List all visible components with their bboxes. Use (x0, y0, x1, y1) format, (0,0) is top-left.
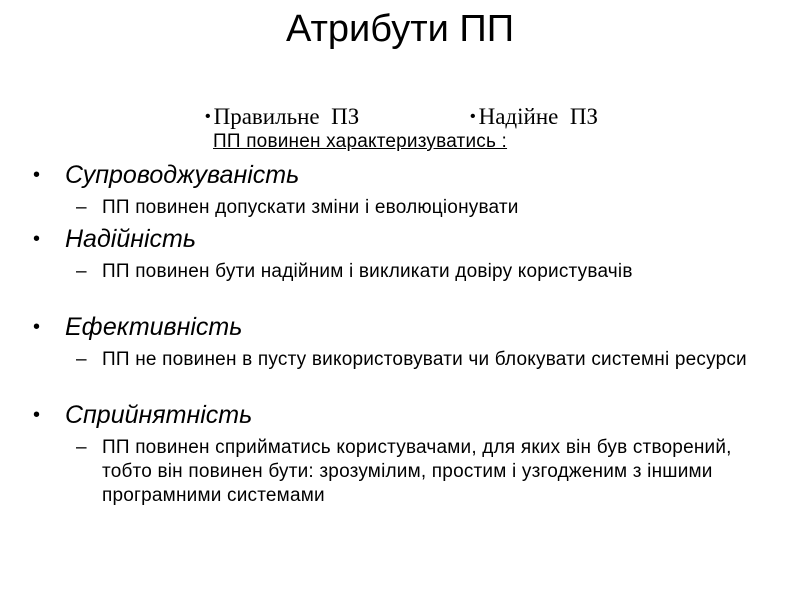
attribute-name: Супроводжуваність (65, 161, 300, 189)
attribute-description (76, 436, 776, 508)
dash-marker: – (76, 261, 87, 282)
bullet-dot: • (470, 108, 476, 125)
attribute-item (33, 312, 242, 344)
top-bullet-label: Надійне ПЗ (478, 104, 598, 129)
bullet-dot: • (33, 404, 41, 426)
bullet-dot: • (205, 108, 211, 125)
attribute-name: Надійність (65, 225, 197, 253)
bullet-dot: • (33, 228, 41, 250)
slide-title: Атрибути ПП (285, 8, 515, 50)
attribute-name: Сприйнятність (65, 401, 253, 429)
attribute-description (76, 196, 766, 220)
attribute-description-text: ПП повинен допускати зміни і еволюціонувати (102, 197, 519, 218)
attribute-description-text: ПП повинен сприйматись користувачами, для яких він був створений, тобто він повинен бути: зрозумілим, простим і узгодженим з іншими програмними системами (102, 437, 732, 506)
attribute-description (76, 260, 676, 284)
attribute-item (33, 224, 196, 256)
bullet-dot: • (33, 316, 41, 338)
attribute-name: Ефективність (65, 313, 243, 341)
bullet-dot: • (33, 164, 41, 186)
dash-marker: – (76, 349, 87, 370)
dash-marker: – (76, 197, 87, 218)
attribute-description-text: ПП не повинен в пусту використовувати чи блокувати системні ресурси (102, 349, 747, 370)
attribute-description-text: ПП повинен бути надійним і викликати довіру користувачів (102, 261, 633, 282)
subheading: ПП повинен характеризуватись : (213, 131, 508, 152)
attribute-item (33, 400, 252, 432)
dash-marker: – (76, 437, 87, 458)
attribute-description (76, 348, 766, 372)
top-bullet-label: Правильне ПЗ (213, 104, 360, 129)
attribute-item (33, 160, 299, 192)
